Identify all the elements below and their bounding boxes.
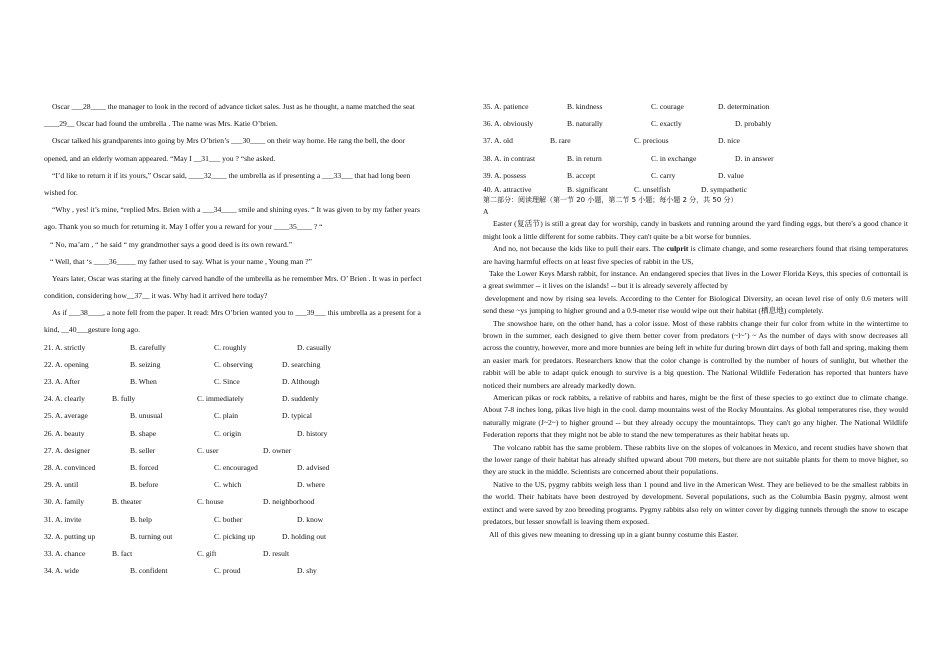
option-c: C. carry xyxy=(651,170,676,180)
question-row xyxy=(483,98,908,115)
option-d: D. value xyxy=(718,170,744,180)
story-line: “I’d like to return it if its yours,” Oscar said, ____32____ the umbrella as if presenting a ___33___ that had long been xyxy=(52,170,411,180)
option-a: 27. A. designer xyxy=(44,445,90,455)
option-a: 39. A. possess xyxy=(483,170,527,180)
option-c: C. gift xyxy=(197,548,217,558)
question-row xyxy=(44,339,464,356)
option-b: B. fully xyxy=(112,394,136,404)
question-row xyxy=(44,356,464,373)
question-row xyxy=(44,390,464,407)
option-d: D. owner xyxy=(263,445,292,455)
option-a: 34. A. wide xyxy=(44,566,80,576)
option-d: D. neighborhood xyxy=(263,497,315,507)
story-line: “ No, ma’am , “ he said “ my grandmother says a good deed is its own reward.” xyxy=(50,239,293,249)
question-row xyxy=(483,115,908,132)
story-line: “ Well, that ‘s ____36_____ my father used to say. What is your name , Young man ?” xyxy=(50,256,313,266)
question-row xyxy=(44,511,464,528)
paragraph: The volcano rabbit has the same problem. These rabbits live on the slopes of volcanoes in Mexico, and recent studies have shown that the lower range of their habitat has already shifted upward about 700 meters, but there are not suitable plants for them to move higher, so they are stuck in the middle. Scientists are concerned about their populations. xyxy=(483,442,908,477)
option-d: D. typical xyxy=(282,411,312,421)
paragraph: And no, not because the kids like to pull their ears. The culprit is climate change, and some researchers found that rising temperatures are having harmful effects on at least five species of rabbit in the US, xyxy=(483,244,908,266)
option-d: D. holding out xyxy=(282,531,327,541)
option-d: D. searching xyxy=(282,359,321,369)
story-line: kind, __40___gesture long ago. xyxy=(44,325,140,335)
option-d: D. where xyxy=(297,480,325,490)
paragraph: All of this gives new meaning to dressing up in a giant bunny costume this Easter. xyxy=(489,529,739,539)
option-d: D. result xyxy=(263,548,290,558)
question-row xyxy=(44,562,464,579)
question-row xyxy=(44,459,464,476)
story-line: condition, considering how__37__ it was. Why had it arrived here today? xyxy=(44,291,268,301)
option-d: D. casually xyxy=(297,342,332,352)
option-b: B. seller xyxy=(130,445,156,455)
question-row xyxy=(44,528,464,545)
option-b: B. unusual xyxy=(130,411,163,421)
story-line: ago. Thank you so much for returning it. May I offer you a reward for your ____35____ ? “ xyxy=(44,222,323,232)
question-row xyxy=(44,493,464,510)
story-line: Years later, Oscar was staring at the finely carved handle of the umbrella as he remember Mrs. O’ Brien . It was in perfect xyxy=(52,273,422,283)
story-line: opened, and an elderly woman appeared. “May I __31___ you ? “she asked. xyxy=(44,153,276,163)
option-b: B. help xyxy=(130,514,152,524)
option-c: C. courage xyxy=(651,102,684,111)
option-d: D. suddenly xyxy=(282,394,319,404)
paragraph: American pikas or rock rabbits, a relative of rabbits and hares, might be the first of these species to go extinct due to climate change. About 7-8 inches long, pikas live high in the cool. damp mountains west of the Rocky Mountains. As global temperatures rise, they would naturally migrate (J~2~) to higher ground -- but they already occupy the mountaintops. They can't go any higher. The National Wildlife Federation reports that they might not be able to stand the new temperatures as their habitat heats up. xyxy=(483,393,908,440)
option-c: C. house xyxy=(197,497,224,507)
paragraph: Take the Lower Keys Marsh rabbit, for instance. An endangered species that lives in the Lower Florida Keys, this species of cottontail is a great swimmer -- it lives on the islands! -- but it is already severely affected by xyxy=(483,268,908,291)
question-row xyxy=(44,442,464,459)
question-row xyxy=(44,373,464,390)
story-line: wished for. xyxy=(44,187,78,197)
option-a: 32. A. putting up xyxy=(44,531,96,541)
option-a: 35. A. patience xyxy=(483,102,529,111)
story-line: ____29__ Oscar had found the umbrella . The name was Mrs. Katie O’brien. xyxy=(44,119,278,129)
option-a: 21. A. strictly xyxy=(44,342,86,352)
paragraph: development and now by rising sea levels. According to the Center for Biological Diversity, an ocean level rise of only 0.6 meters will send these ~ys jumping to higher ground and a 0.9-meter rise would wipe out their habitat (栖息地) completely. xyxy=(483,293,908,316)
option-b: B. naturally xyxy=(567,119,603,129)
option-b: B. before xyxy=(130,480,159,490)
option-a: 24. A. clearly xyxy=(44,394,85,404)
story-line: As if ___38____, a note fell from the paper. It read: Mrs O’brien wanted you to ___39___ this umbrella as a present for a xyxy=(52,308,421,318)
option-d: D. probably xyxy=(735,119,772,129)
option-b: B. confident xyxy=(130,566,168,576)
option-c: C. roughly xyxy=(214,342,247,352)
option-d: D. sympathetic xyxy=(701,184,747,194)
option-c: C. proud xyxy=(214,566,241,576)
section-heading: 第二部分：阅读理解（第一节 20 小题，第二节 5 小题；每小题 2 分，共 50 分） xyxy=(483,195,738,204)
option-c: C. immediately xyxy=(197,394,244,404)
bold-word: culprit xyxy=(666,244,689,254)
question-row xyxy=(44,425,464,442)
story-line: Oscar ___28____ the manager to look in the record of advance ticket sales. Just as he thought, a name matched the seat xyxy=(52,102,415,111)
question-row xyxy=(44,545,464,562)
option-d: D. shy xyxy=(297,566,317,576)
story-line: “Why , yes! it’s mine, “replied Mrs. Brien with a ___34____ smile and shining eyes. “ It was given to by my father years xyxy=(52,205,421,215)
option-b: B. When xyxy=(130,377,157,386)
option-c: C. user xyxy=(197,445,219,455)
option-d: D. advised xyxy=(297,462,330,472)
option-c: C. in exchange xyxy=(651,153,697,163)
question-row xyxy=(483,184,908,195)
option-b: B. fact xyxy=(112,548,133,558)
option-a: 37. A. old xyxy=(483,136,513,146)
option-c: C. plain xyxy=(214,411,239,421)
left-column xyxy=(44,98,464,579)
option-c: C. origin xyxy=(214,428,242,438)
option-a: 30. A. family xyxy=(44,497,85,507)
question-row xyxy=(44,476,464,493)
option-a: 29. A. until xyxy=(44,480,79,490)
option-d: D. nice xyxy=(718,136,740,146)
paragraph: Native to the US, pygmy rabbits weigh less than 1 pound and live in the American West. They are believed to be the smallest rabbits in the world. Their habitats have been destroyed by development. Several populations, such as the Columbia Basin pygmy, almost went extinct and were saved by zoo breeding programs. Pygmy rabbits also rely on winter cover by digging tunnels through the snow to escape predators, but lesser snowfall is leaving them exposed. xyxy=(483,479,908,527)
option-b: B. rare xyxy=(550,136,571,146)
option-a: 23. A. After xyxy=(44,377,80,386)
option-a: 31. A. invite xyxy=(44,514,82,524)
option-b: B. shape xyxy=(130,428,157,438)
option-c: C. precious xyxy=(634,136,669,146)
option-a: 26. A. beauty xyxy=(44,428,85,438)
question-row xyxy=(44,407,464,424)
option-b: B. in return xyxy=(567,153,602,163)
option-c: C. observing xyxy=(214,359,253,369)
story-line: Oscar talked his grandparents into going by Mrs O’brien’s ___30____ on their way home. He rang the bell, the door xyxy=(52,136,406,146)
option-d: D. Although xyxy=(282,377,320,386)
option-b: B. forced xyxy=(130,462,159,472)
option-c: C. picking up xyxy=(214,531,256,541)
question-row xyxy=(483,167,908,184)
question-row xyxy=(483,150,908,167)
option-a: 25. A. average xyxy=(44,411,88,421)
option-d: D. in answer xyxy=(735,153,774,163)
option-d: D. history xyxy=(297,428,328,438)
option-d: D. determination xyxy=(718,102,770,111)
right-column xyxy=(483,98,908,541)
paragraph: The snowshoe hare, on the other hand, has a color issue. Most of these rabbits change their fur color from white in the wintertime to brown in the summer, each designed to give them better cover from predators (~l~’) ~ As the number of days with snow decreases all across the country, however, more and more bunnies are being left in white fur during brown dirt days of both fall and spring, making them an easier mark for predators. Researchers know that the color change is controlled by the number of hours of sunlight, but whether the rabbit will be able to adapt quick enough to survive is a big question. The National Wildlife Federation has reported that hunters have noticed their numbers are already markedly down. xyxy=(483,318,908,390)
option-a: 40. A. attractive xyxy=(483,184,532,194)
option-b: B. significant xyxy=(567,184,608,194)
option-c: C. Since xyxy=(214,377,240,386)
option-c: C. exactly xyxy=(651,119,682,129)
option-b: B. accept xyxy=(567,170,596,180)
option-a: 33. A. chance xyxy=(44,548,86,558)
option-b: B. turning out xyxy=(130,531,173,541)
paragraph: Easter (复活节) is still a great day for worship, candy in baskets and running around the yard finding eggs, but there's a good chance it might look a little different for some rabbits. They can't quite be a bit worse for bunnies. xyxy=(483,219,908,241)
option-a: 22. A. opening xyxy=(44,359,89,369)
passage-label: A xyxy=(483,206,489,216)
option-b: B. kindness xyxy=(567,102,603,111)
option-d: D. know xyxy=(297,514,324,524)
option-c: C. bother xyxy=(214,514,243,524)
option-c: C. which xyxy=(214,480,242,490)
option-b: B. carefully xyxy=(130,342,166,352)
option-b: B. theater xyxy=(112,497,142,507)
option-c: C. unselfish xyxy=(634,184,671,194)
option-a: 38. A. in contrast xyxy=(483,153,536,163)
option-a: 28. A. convinced xyxy=(44,462,96,472)
option-a: 36. A. obviously xyxy=(483,119,534,129)
option-c: C. encouraged xyxy=(214,462,258,472)
question-row xyxy=(483,132,908,149)
option-b: B. seizing xyxy=(130,359,161,369)
